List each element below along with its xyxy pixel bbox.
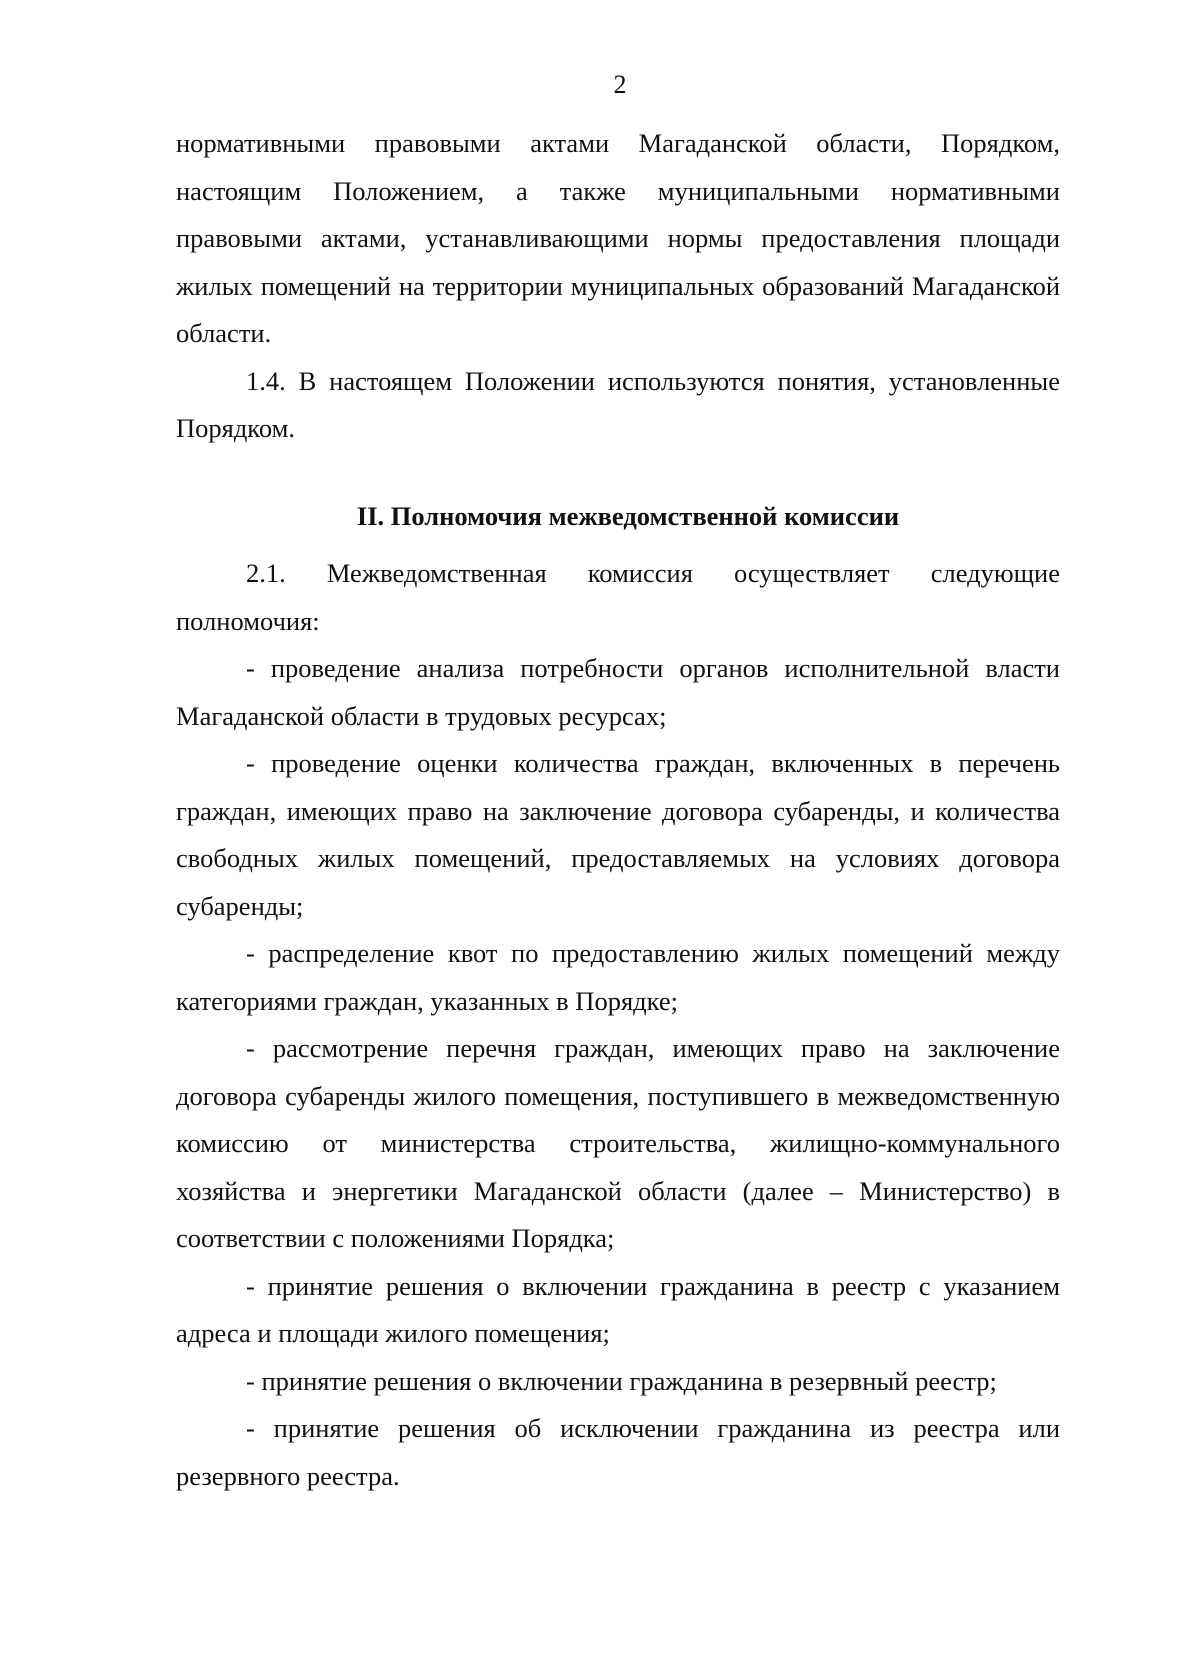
list-item-quotas: - распределение квот по предоставлению жилых помещений между категориями граждан, указанных в Порядке; (176, 938, 1060, 1016)
list-item-analysis: - проведение анализа потребности органов исполнительной власти Магаданской области в трудовых ресурсах; (176, 653, 1060, 731)
list-item-review: - рассмотрение перечня граждан, имеющих право на заключение договора субаренды жилого помещения, поступившего в межведомственную комиссию от министерства строительства, жилищно-коммунального хозяйства и энергетики Магаданской области (далее – Министерство) в соответствии с положениями Порядка; (176, 1033, 1060, 1253)
section-heading: II. Полномочия межведомственной комиссии (356, 500, 900, 531)
list-item-registry-inclusion: - принятие решения о включении гражданина в реестр с указанием адреса и площади жилого помещения; (176, 1270, 1060, 1348)
document-body (176, 120, 1060, 1500)
list-item-reserve-inclusion: - принятие решения о включении гражданина в резервный реестр; (246, 1365, 997, 1396)
paragraph-2-1: 2.1. Межведомственная комиссия осуществляет следующие полномочия: (176, 558, 1060, 636)
page-number: 2 (613, 70, 627, 99)
paragraph-continuation: нормативными правовыми актами Магаданской области, Порядком, настоящим Положением, а также муниципальными нормативными правовыми актами, устанавливающими нормы предоставления площади жилых помещений на территории муниципальных образований Магаданской области. (176, 128, 1060, 348)
list-item-exclusion: - принятие решения об исключении гражданина из реестра или резервного реестра. (176, 1413, 1060, 1491)
list-item-assessment: - проведение оценки количества граждан, включенных в перечень граждан, имеющих право на заключение договора субаренды, и количества свободных жилых помещений, предоставляемых на условиях договора субаренды; (176, 748, 1060, 921)
paragraph-1-4: 1.4. В настоящем Положении используются понятия, установленные Порядком. (176, 365, 1060, 443)
